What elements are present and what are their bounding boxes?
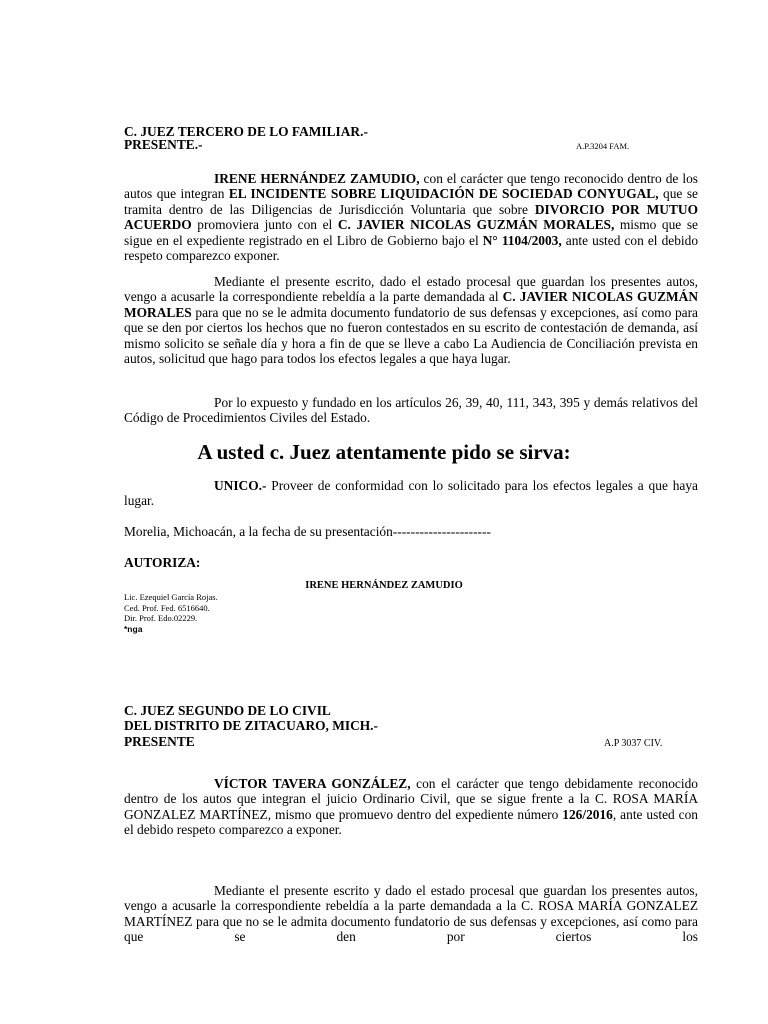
fundamentos-paragraph: Por lo expuesto y fundado en los artículos 26, 39, 40, 111, 343, 395 y demás relativos del Código de Procedimientos Civiles del Estado.: [124, 395, 698, 426]
promovente-name: IRENE HERNÁNDEZ ZAMUDIO,: [214, 171, 420, 186]
autoriza-label: AUTORIZA:: [124, 555, 201, 570]
authorized-lawyer: [124, 592, 218, 634]
petition-heading: A usted c. Juez atentamente pido se sirva:: [197, 440, 571, 464]
case-number-2: 126/2016: [562, 806, 613, 822]
divorce-title: DIVORCIO POR MUTUO ACUERDO: [124, 201, 698, 233]
addressee-line-2: PRESENTE.-: [124, 137, 203, 152]
lawyer-dir: Dir. Prof. Edo.02229.: [124, 613, 198, 623]
counterpart-name: C. JAVIER NICOLAS GUZMÁN MORALES,: [337, 217, 615, 233]
promovente-name-2: VÍCTOR TAVERA GONZÁLEZ,: [214, 776, 411, 791]
signer-name: IRENE HERNÁNDEZ ZAMUDIO: [305, 580, 463, 591]
intro-paragraph: IRENE HERNÁNDEZ ZAMUDIO, con el carácter que tengo reconocido dentro de los autos que integran EL INCIDENTE SOBRE LIQUIDACIÓN DE SOCIEDAD CONYUGAL, que se tramita dentro de las Diligencias de Jurisdicción Voluntaria que sobre DIVORCIO POR MUTUO ACUERDO promoviera junto con el C. JAVIER NICOLAS GUZMÁN MORALES, mismo que se sigue en el expediente registrado en el Libro de Gobierno bajo el N° 1104/2003, ante usted con el debido respeto comparezco exponer.: [124, 171, 699, 264]
lawyer-name: Lic. Ezequiel García Rojas.: [124, 592, 218, 602]
counterpart-name: C. JAVIER NICOLAS GUZMÁN MORALES: [124, 289, 698, 320]
addressee2-line-1: C. JUEZ SEGUNDO DE LO CIVIL: [124, 703, 331, 718]
case-number: N° 1104/2003,: [482, 232, 562, 248]
addressee2-line-2: DEL DISTRITO DE ZITACUARO, MICH.-: [124, 718, 378, 733]
rebeldia-paragraph-2: Mediante el presente escrito y dado el estado procesal que guardan los presentes autos, vengo a acusarle la correspondiente rebeldía a la parte demandada a la C. ROSA MARÍA GONZALEZ MARTÍNEZ para que no se le admita documento fundatorio de sus defensas y excepciones, así como para que se den por ciertos los: [124, 883, 698, 945]
file-reference: A.P.3204 FAM.: [576, 141, 630, 151]
unico-paragraph: UNICO.- Proveer de conformidad con lo solicitado para los efectos legales a que haya lugar.: [124, 478, 698, 509]
rebeldia-paragraph: Mediante el presente escrito, dado el estado procesal que guardan los presentes autos, vengo a acusarle la correspondiente rebeldía a la parte demandada al C. JAVIER NICOLAS GUZMÁN MORALES para que no se le admita documento fundatorio de sus defensas y excepciones, así como para que se den por ciertos los hechos que no fueron contestados en su escrito de contestación de demanda, así mismo solicito se señale día y hora a fin de que se lleve a cabo La Audiencia de Conciliación prevista en autos, solicitud que hago para todos los efectos legales a que haya lugar.: [124, 274, 698, 367]
file-reference-2: A.P 3037 CIV.: [604, 738, 663, 749]
typist-initials: *nga: [124, 623, 143, 634]
addressee-line-1: C. JUEZ TERCERO DE LO FAMILIAR.-: [124, 124, 368, 139]
unico-label: UNICO.-: [214, 478, 267, 493]
incident-title: EL INCIDENTE SOBRE LIQUIDACIÓN DE SOCIEDAD CONYUGAL,: [228, 186, 659, 202]
lawyer-ced: Ced. Prof. Fed. 6516640.: [124, 602, 210, 613]
place-date: Morelia, Michoacán, a la fecha de su presentación----------------------: [124, 524, 491, 539]
intro-paragraph-2: VÍCTOR TAVERA GONZÁLEZ, con el carácter que tengo debidamente reconocido dentro de los autos que integran el juicio Ordinario Civil, que se sigue frente a la C. ROSA MARÍA GONZALEZ MARTÍNEZ, mismo que promuevo dentro del expediente número 126/2016, ante usted con el debido respeto comparezco a exponer.: [124, 776, 698, 838]
addressee2-line-3: PRESENTE: [124, 734, 195, 749]
